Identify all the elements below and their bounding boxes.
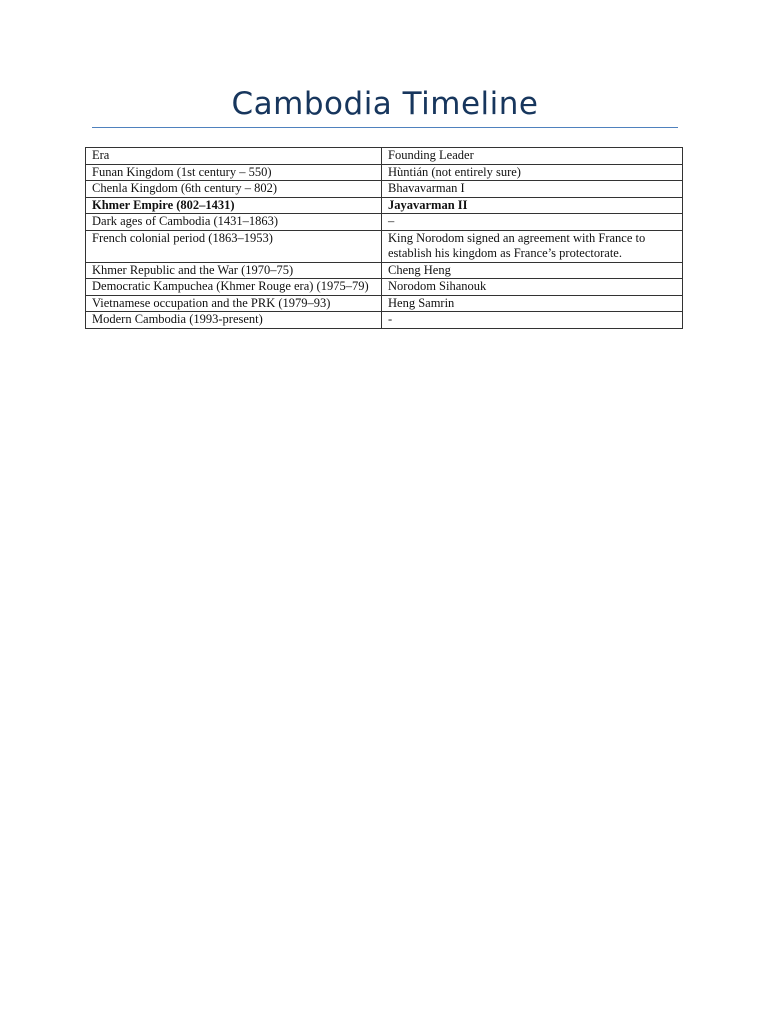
table-row — [86, 279, 683, 296]
leader-cell: Cheng Heng — [382, 262, 683, 279]
era-cell: Dark ages of Cambodia (1431–1863) — [86, 214, 382, 231]
table-header-row — [86, 148, 683, 165]
era-cell: Khmer Republic and the War (1970–75) — [86, 262, 382, 279]
era-cell: Funan Kingdom (1st century – 550) — [86, 164, 382, 181]
table-row — [86, 312, 683, 329]
timeline-table — [85, 147, 683, 329]
era-cell: Democratic Kampuchea (Khmer Rouge era) (1975–79) — [86, 279, 382, 296]
table-row — [86, 295, 683, 312]
leader-cell: Bhavavarman I — [382, 181, 683, 198]
era-cell: Chenla Kingdom (6th century – 802) — [86, 181, 382, 198]
era-cell: French colonial period (1863–1953) — [86, 230, 382, 262]
era-cell: Vietnamese occupation and the PRK (1979–93) — [86, 295, 382, 312]
era-cell: Modern Cambodia (1993-present) — [86, 312, 382, 329]
table-row — [86, 181, 683, 198]
leader-cell: Norodom Sihanouk — [382, 279, 683, 296]
title-underline — [92, 127, 678, 128]
page-title: Cambodia Timeline — [231, 86, 539, 122]
era-cell: Khmer Empire (802–1431) — [86, 197, 382, 214]
table-row — [86, 197, 683, 214]
leader-cell: Hùntián (not entirely sure) — [382, 164, 683, 181]
header-founding-leader: Founding Leader — [382, 148, 683, 165]
leader-cell: – — [382, 214, 683, 231]
leader-cell: Heng Samrin — [382, 295, 683, 312]
table-row — [86, 230, 683, 262]
table-row — [86, 214, 683, 231]
table-row — [86, 164, 683, 181]
header-era: Era — [86, 148, 382, 165]
leader-cell: - — [382, 312, 683, 329]
leader-cell: Jayavarman II — [382, 197, 683, 214]
leader-cell: King Norodom signed an agreement with France to establish his kingdom as France’s protectorate. — [382, 230, 683, 262]
table-row — [86, 262, 683, 279]
